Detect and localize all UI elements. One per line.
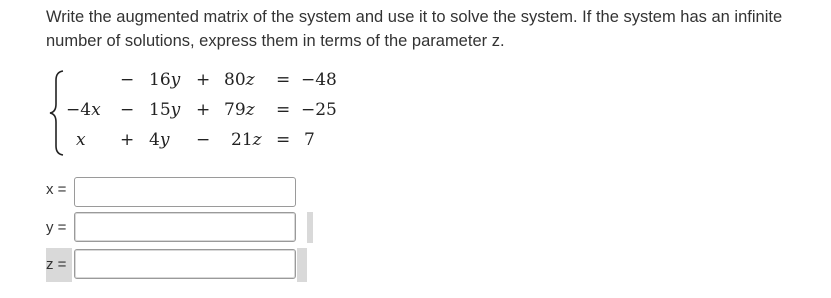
y-field-drag-handle bbox=[307, 212, 313, 243]
row3-eq: = bbox=[276, 130, 291, 150]
row1-eq: = bbox=[276, 70, 291, 90]
row1-op1: − bbox=[120, 70, 135, 90]
x-label: x = bbox=[46, 181, 67, 198]
row2-rhs: −25 bbox=[301, 100, 337, 120]
row3-op1: + bbox=[120, 130, 135, 150]
row1-z-term: 80z bbox=[224, 70, 255, 90]
row2-eq: = bbox=[276, 100, 291, 120]
z-label: z = bbox=[46, 256, 67, 273]
z-answer-input[interactable] bbox=[74, 249, 296, 279]
row3-z-term: 21z bbox=[231, 130, 262, 150]
row1-op2: + bbox=[196, 70, 211, 90]
row2-x-term: −4x bbox=[66, 100, 101, 120]
x-answer-input[interactable] bbox=[74, 177, 296, 207]
row2-op2: + bbox=[196, 100, 211, 120]
row3-rhs: 7 bbox=[304, 130, 315, 150]
row3-op2: − bbox=[196, 130, 211, 150]
row1-rhs: −48 bbox=[301, 70, 337, 90]
y-answer-input[interactable] bbox=[74, 212, 296, 242]
y-label: y = bbox=[46, 219, 67, 236]
row1-y-term: 16y bbox=[149, 70, 181, 90]
z-field-highlight bbox=[297, 248, 307, 282]
left-brace-icon bbox=[46, 68, 66, 158]
row2-z-term: 79z bbox=[224, 100, 255, 120]
row2-op1: − bbox=[120, 100, 135, 120]
equation-system bbox=[46, 68, 366, 158]
row3-y-term: 4y bbox=[149, 130, 170, 150]
question-prompt: Write the augmented matrix of the system and use it to solve the system. If the system has an infinite number of solutions, express them in terms of the parameter z. bbox=[46, 8, 783, 50]
row3-x-term: x bbox=[76, 130, 86, 150]
row2-y-term: 15y bbox=[149, 100, 181, 120]
